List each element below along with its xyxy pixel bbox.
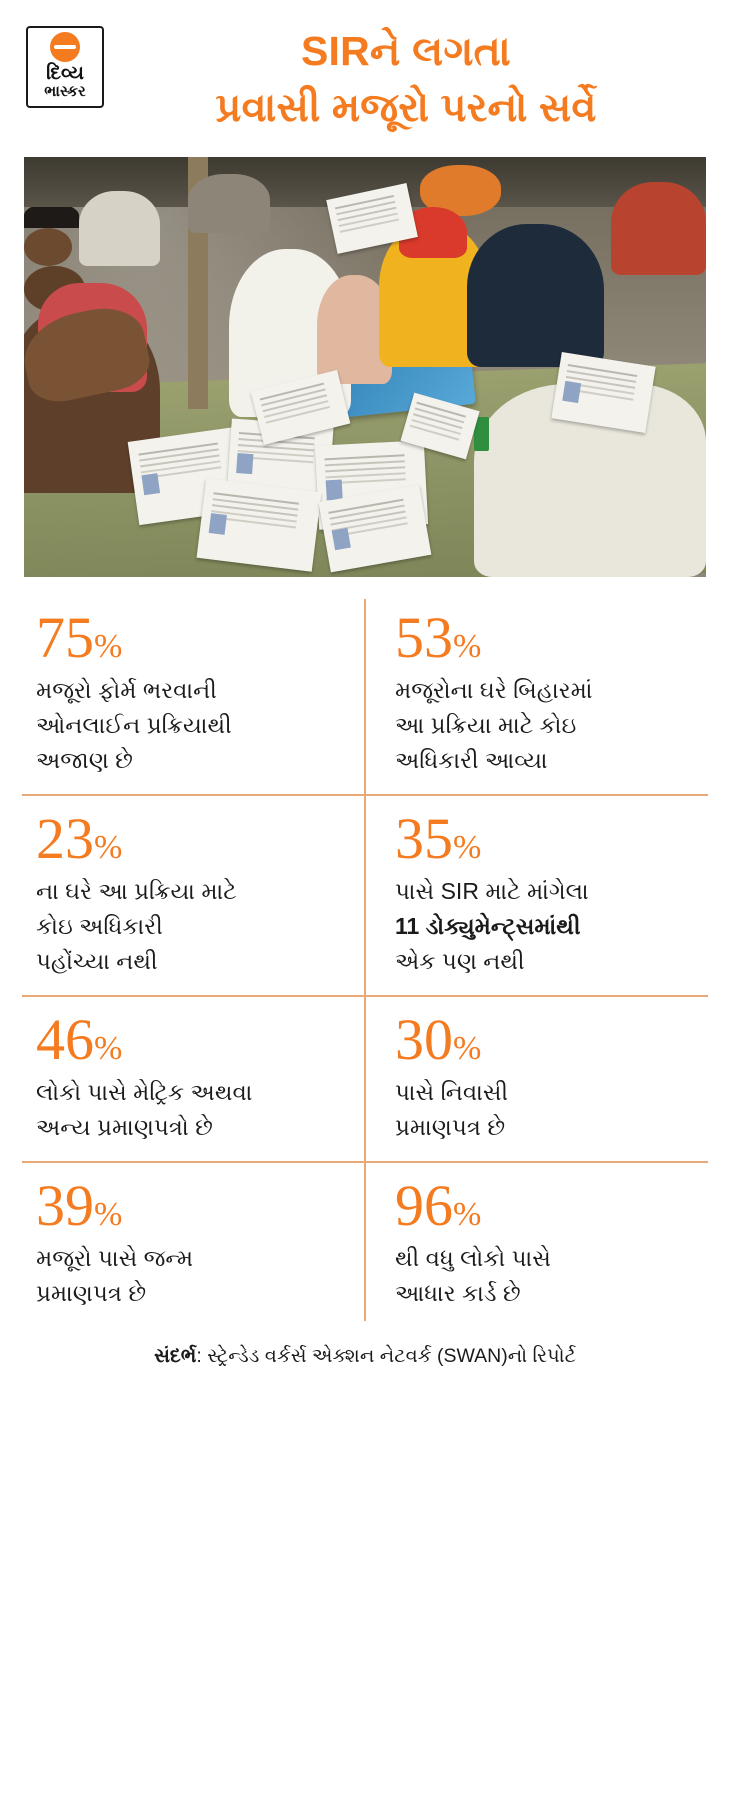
stat-item — [22, 997, 365, 1163]
stat-line: 11 ડોક્યુમેન્ટ્સમાંથી — [395, 912, 581, 939]
header — [0, 0, 730, 143]
stat-line: અજાણ છે — [36, 746, 133, 773]
stat-description — [395, 1241, 690, 1311]
stat-line: આધાર કાર્ડ છે — [395, 1279, 521, 1306]
stat-line: પાસે SIR માટે માંગેલા — [395, 877, 589, 904]
title-line-2: પ્રવાસી મજૂરો પરનો સર્વે — [215, 86, 597, 131]
stat-line: થી વધુ લોકો પાસે — [395, 1244, 551, 1271]
stat-description — [36, 1241, 347, 1311]
stat-number: 23% — [36, 805, 123, 871]
stat-line: પહોંચ્યા નથી — [36, 947, 158, 974]
person-dark-shirt — [467, 224, 603, 367]
stat-line: આ પ્રક્રિયા માટે કોઇ — [395, 711, 577, 738]
stat-line: કોઇ અધિકારી — [36, 912, 163, 939]
stat-description — [395, 1075, 690, 1145]
brand-logo — [26, 26, 104, 108]
stat-description — [395, 874, 690, 979]
stat-number: 96% — [395, 1172, 482, 1238]
stats-grid — [22, 595, 708, 1327]
stat-line: ના ઘરે આ પ્રક્રિયા માટે — [36, 877, 237, 904]
stat-description — [395, 673, 690, 778]
stat-number: 30% — [395, 1006, 482, 1072]
stat-item — [365, 997, 708, 1163]
document-sheet — [551, 352, 656, 433]
page-title — [104, 22, 704, 137]
stat-line: ઓનલાઈન પ્રક્રિયાથી — [36, 711, 232, 738]
document-sheet — [197, 478, 322, 571]
stat-line: લોકો પાસે મેટ્રિક અથવા — [36, 1078, 253, 1105]
stat-item — [22, 796, 365, 997]
stat-number: 53% — [395, 605, 482, 671]
photo — [24, 157, 706, 577]
stat-line: મજૂરો ફોર્મ ભરવાની — [36, 677, 217, 704]
person-top-right — [611, 182, 706, 274]
source-label: સંદર્ભ — [154, 1344, 197, 1367]
source-text: : સ્ટ્રેન્ડેડ વર્કર્સ એક્શન નેટવર્ક (SWAN)નો રિપોર્ટ — [196, 1344, 576, 1367]
stat-number: 39% — [36, 1172, 123, 1238]
stat-item — [365, 1163, 708, 1327]
stat-item — [365, 796, 708, 997]
sun-icon — [50, 32, 80, 62]
stat-description — [36, 874, 347, 979]
stat-item — [22, 595, 365, 796]
stat-item — [22, 1163, 365, 1327]
person-top-left — [79, 191, 161, 267]
stat-number: 75% — [36, 605, 123, 671]
person-top-middle — [188, 174, 270, 233]
title-line-1: SIRને લગતા — [300, 28, 512, 74]
stat-description — [36, 673, 347, 778]
stat-description — [36, 1075, 347, 1145]
stat-item — [365, 595, 708, 796]
source-note — [0, 1327, 730, 1390]
stat-line: અધિકારી આવ્યા — [395, 746, 548, 773]
stat-line: પ્રમાણપત્ર છે — [395, 1113, 506, 1140]
brand-name-line2: ભાસ્કર — [44, 82, 86, 100]
photo-illustration — [24, 157, 706, 577]
stat-number: 35% — [395, 805, 482, 871]
brand-name-line1: દિવ્ય — [46, 63, 84, 84]
stat-line: પ્રમાણપત્ર છે — [36, 1279, 147, 1306]
stat-line: એક પણ નથી — [395, 947, 525, 974]
stat-number: 46% — [36, 1006, 123, 1072]
child-center-head — [24, 228, 72, 266]
stat-line: મજૂરો પાસે જન્મ — [36, 1244, 194, 1271]
stat-line: મજૂરોના ઘરે બિહારમાં — [395, 677, 593, 704]
stat-line: પાસે નિવાસી — [395, 1078, 509, 1105]
stat-line: અન્ય પ્રમાણપત્રો છે — [36, 1113, 213, 1140]
